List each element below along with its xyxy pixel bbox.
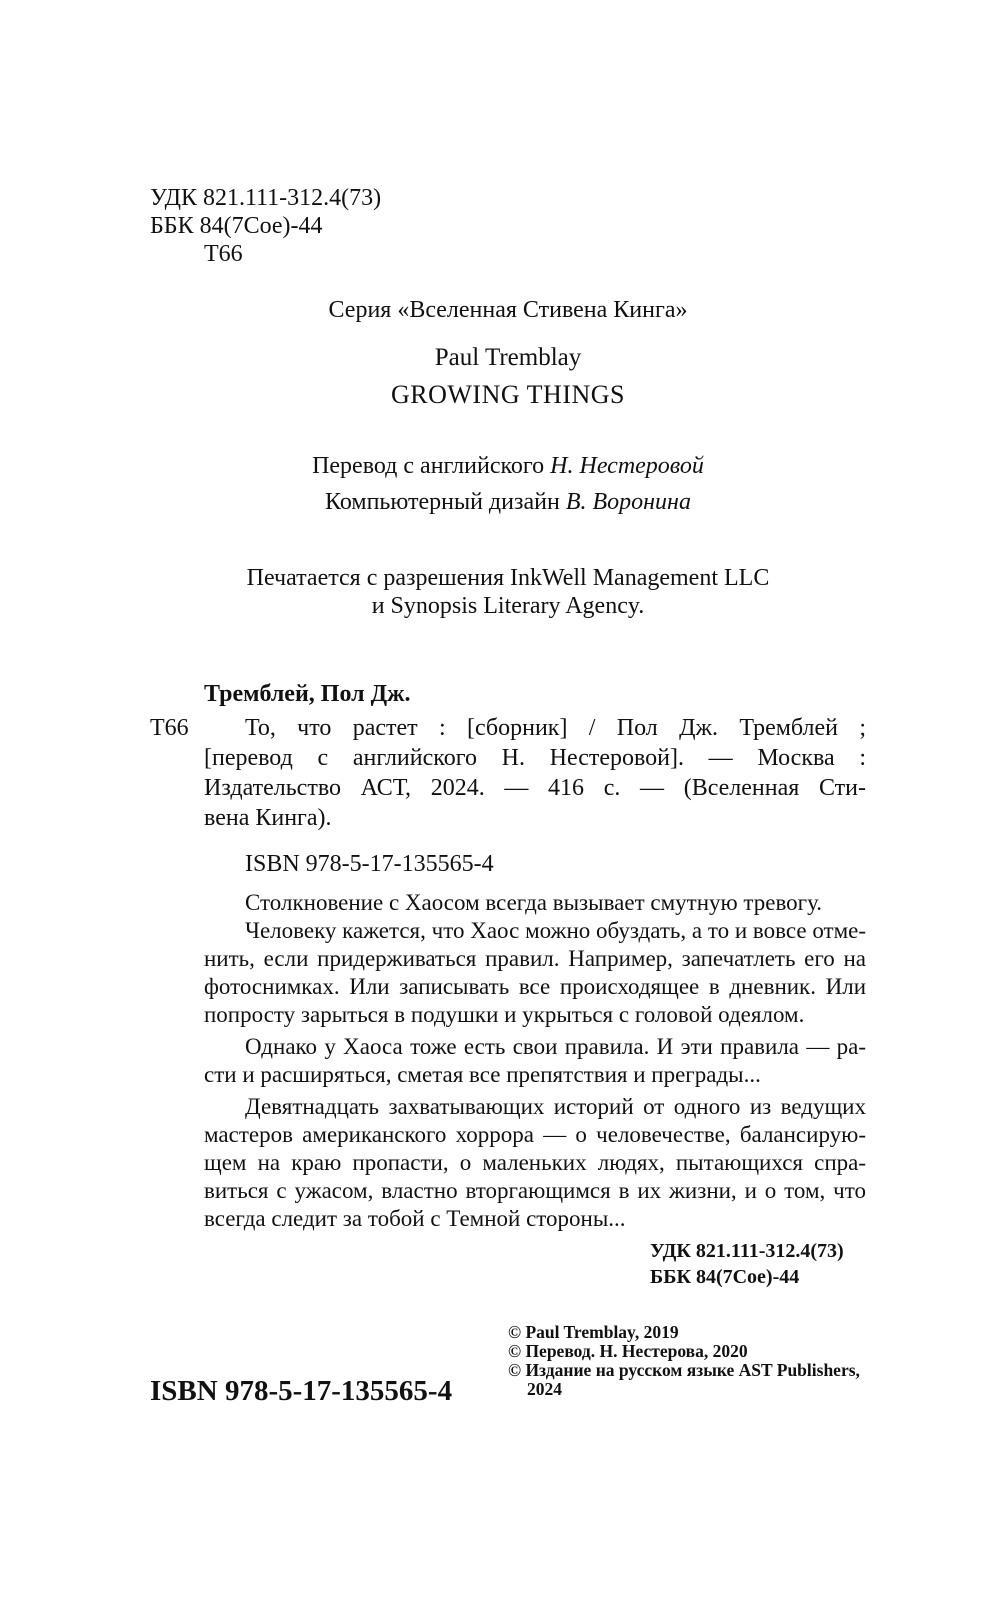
annotation-line: попросту зарыться в подушки и укрыться с головой одеялом. (204, 1002, 805, 1027)
catalog-line: То, что растет : [сборник] / Пол Дж. Тремблей ; (245, 715, 866, 741)
design-credit (0, 488, 1000, 516)
annotation-line: Человеку кажется, что Хаос можно обуздать, а то и вовсе отме- (245, 918, 866, 943)
translation-credit (0, 452, 1000, 480)
catalog-line: [перевод с английского Н. Нестеровой]. — Москва : (204, 745, 866, 771)
permission-line-2: и Synopsis Literary Agency. (371, 593, 645, 619)
annotation-line: мастеров американского хоррора — о человечестве, балансирую- (204, 1122, 866, 1147)
catalog-heading: Тремблей, Пол Дж. (204, 681, 411, 707)
copyright-line: © Перевод. Н. Нестерова, 2020 (508, 1341, 748, 1361)
copyright-line: © Paul Tremblay, 2019 (508, 1322, 679, 1342)
copyright-line: © Издание на русском языке AST Publishers, (508, 1360, 860, 1380)
annotation-line: щем на краю пропасти, о маленьких людях, пытающихся спра- (204, 1150, 866, 1175)
catalog-line: Издательство АСТ, 2024. — 416 с. — (Вселенная Сти- (204, 775, 866, 801)
catalog-isbn: ISBN 978-5-17-135565-4 (245, 851, 494, 877)
catalog-line: вена Кинга). (204, 805, 332, 831)
annotation-line: Столкновение с Хаосом всегда вызывает смутную тревогу. (245, 890, 823, 915)
design-prefix: Компьютерный дизайн (325, 489, 566, 515)
annotation-line: всегда следит за тобой с Темной стороны... (204, 1206, 626, 1231)
bbk-code: ББК 84(7Сое)-44 (150, 213, 323, 239)
catalog-sign: Т66 (150, 715, 189, 741)
annotation-line: нить, если придерживаться правил. Например, запечатлеть его на (204, 946, 866, 971)
copyright-line: 2024 (527, 1379, 562, 1399)
annotation-line: сти и расширяться, сметая все препятствия и преграды... (204, 1062, 761, 1087)
udk-code: УДК 821.111-312.4(73) (150, 185, 382, 211)
annotation-line: виться с ужасом, властно вторгающимся в их жизни, и о том, что (204, 1178, 866, 1203)
isbn-main: ISBN 978-5-17-135565-4 (150, 1375, 453, 1407)
translator-name: Н. Нестеровой (550, 453, 704, 479)
series-name: Серия «Вселенная Стивена Кинга» (328, 297, 688, 323)
annotation-line: Однако у Хаоса тоже есть свои правила. И эти правила — ра- (245, 1034, 866, 1059)
udk-code-bottom: УДК 821.111-312.4(73) (650, 1240, 844, 1262)
author-sign: Т66 (204, 241, 243, 267)
bbk-code-bottom: ББК 84(7Сое)-44 (650, 1266, 800, 1288)
original-author: Paul Tremblay (434, 344, 582, 371)
original-title: GROWING THINGS (390, 380, 625, 409)
translation-prefix: Перевод с английского (312, 453, 551, 479)
annotation-line: Девятнадцать захватывающих историй от одного из ведущих (245, 1094, 866, 1119)
permission-line-1: Печатается с разрешения InkWell Management LLC (246, 565, 770, 591)
designer-name: В. Воронина (565, 489, 691, 515)
annotation-line: фотоснимках. Или записывать все происходящее в дневник. Или (204, 974, 866, 999)
